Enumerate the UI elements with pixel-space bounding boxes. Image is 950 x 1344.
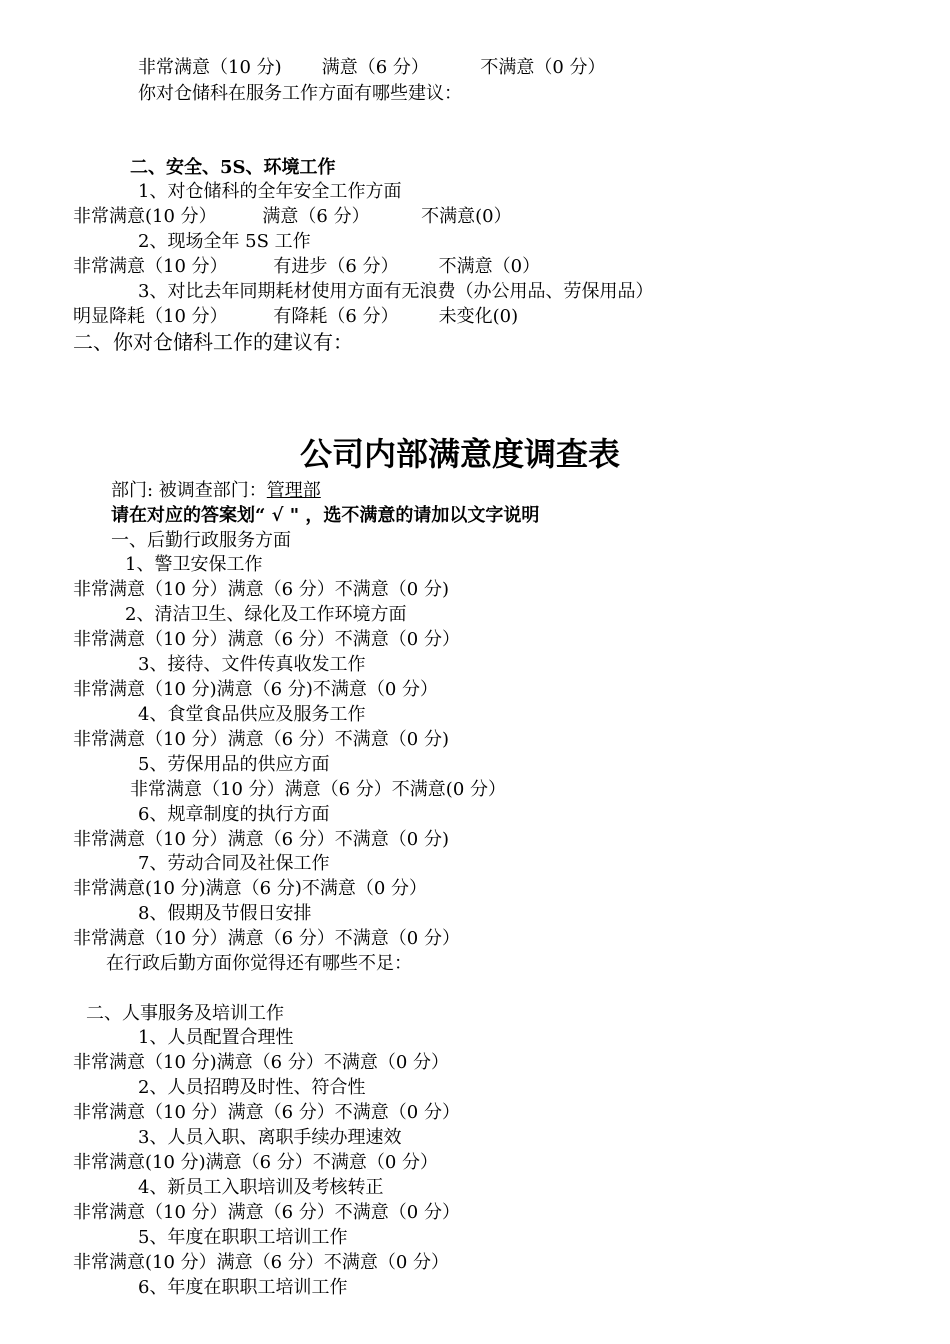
rating-options: 非常满意（10 分)满意（6 分)不满意（0 分） [73, 679, 439, 700]
section-heading: 一、后勤行政服务方面 [111, 530, 291, 551]
question: 5、年度在职职工培训工作 [138, 1227, 348, 1248]
question: 3、对比去年同期耗材使用方面有无浪费（办公用品、劳保用品） [138, 281, 654, 302]
rating-options: 非常满意（10 分）满意（6 分）不满意（0 分） [73, 629, 460, 650]
section-heading: 二、安全、5S、环境工作 [130, 157, 336, 178]
instruction: 请在对应的答案划“ √ " ，选不满意的请加以文字说明 [111, 505, 540, 526]
rating-options: 非常满意(10 分)满意（6 分）不满意（0 分） [73, 1152, 439, 1173]
question: 4、新员工入职培训及考核转正 [138, 1177, 384, 1198]
question: 2、清洁卫生、绿化及工作环境方面 [125, 604, 407, 625]
rating-options: 非常满意（10 分)满意（6 分）不满意（0 分） [73, 1052, 449, 1073]
suggestion-prompt: 你对仓储科在服务工作方面有哪些建议： [138, 83, 462, 104]
question: 3、接待、文件传真收发工作 [138, 654, 366, 675]
question: 6、规章制度的执行方面 [138, 804, 330, 825]
rating-options: 非常满意（10 分）满意（6 分）不满意（0 分) [73, 579, 449, 600]
department-label: 部门: 被调查部门： [111, 480, 267, 501]
question: 5、劳保用品的供应方面 [138, 754, 330, 775]
rating-options: 非常满意（10 分）满意（6 分）不满意（0 分） [73, 1202, 460, 1223]
page-title: 公司内部满意度调查表 [299, 435, 620, 473]
question: 2、人员招聘及时性、符合性 [138, 1077, 366, 1098]
suggestion-heading: 二、你对仓储科工作的建议有： [73, 330, 353, 354]
rating-options: 非常满意(10 分)满意（6 分)不满意（0 分） [73, 878, 428, 899]
rating-options: 非常满意（10 分）满意（6 分）不满意(0 分） [130, 779, 506, 800]
question: 1、警卫安保工作 [125, 554, 263, 575]
rating-options: 非常满意（10 分）满意（6 分）不满意（0 分) [73, 729, 449, 750]
rating-options: 非常满意(10 分） 满意（6 分） 不满意(0） [73, 206, 512, 227]
rating-options: 明显降耗（10 分） 有降耗（6 分） 未变化(0) [73, 306, 519, 327]
rating-options: 非常满意(10 分）满意（6 分）不满意（0 分） [73, 1252, 449, 1273]
rating-options: 非常满意（10 分）满意（6 分）不满意（0 分） [73, 1102, 460, 1123]
department-line [111, 480, 321, 502]
department-value: 管理部 [266, 480, 321, 501]
rating-options: 非常满意（10 分）满意（6 分）不满意（0 分） [73, 928, 460, 949]
question: 1、人员配置合理性 [138, 1027, 294, 1048]
question: 8、假期及节假日安排 [138, 903, 312, 924]
question: 6、年度在职职工培训工作 [138, 1277, 348, 1298]
question: 2、现场全年 5S 工作 [138, 231, 311, 252]
question: 3、人员入职、离职手续办理速效 [138, 1127, 402, 1148]
section-heading: 二、人事服务及培训工作 [86, 1003, 284, 1024]
feedback-prompt: 在行政后勤方面你觉得还有哪些不足： [106, 953, 412, 974]
rating-options: 非常满意（10 分) 满意（6 分） 不满意（0 分） [138, 57, 606, 78]
question: 4、食堂食品供应及服务工作 [138, 704, 366, 725]
question: 7、劳动合同及社保工作 [138, 853, 330, 874]
rating-options: 非常满意（10 分）满意（6 分）不满意（0 分) [73, 829, 449, 850]
rating-options: 非常满意（10 分） 有进步（6 分） 不满意（0） [73, 256, 541, 277]
question: 1、对仓储科的全年安全工作方面 [138, 181, 402, 202]
